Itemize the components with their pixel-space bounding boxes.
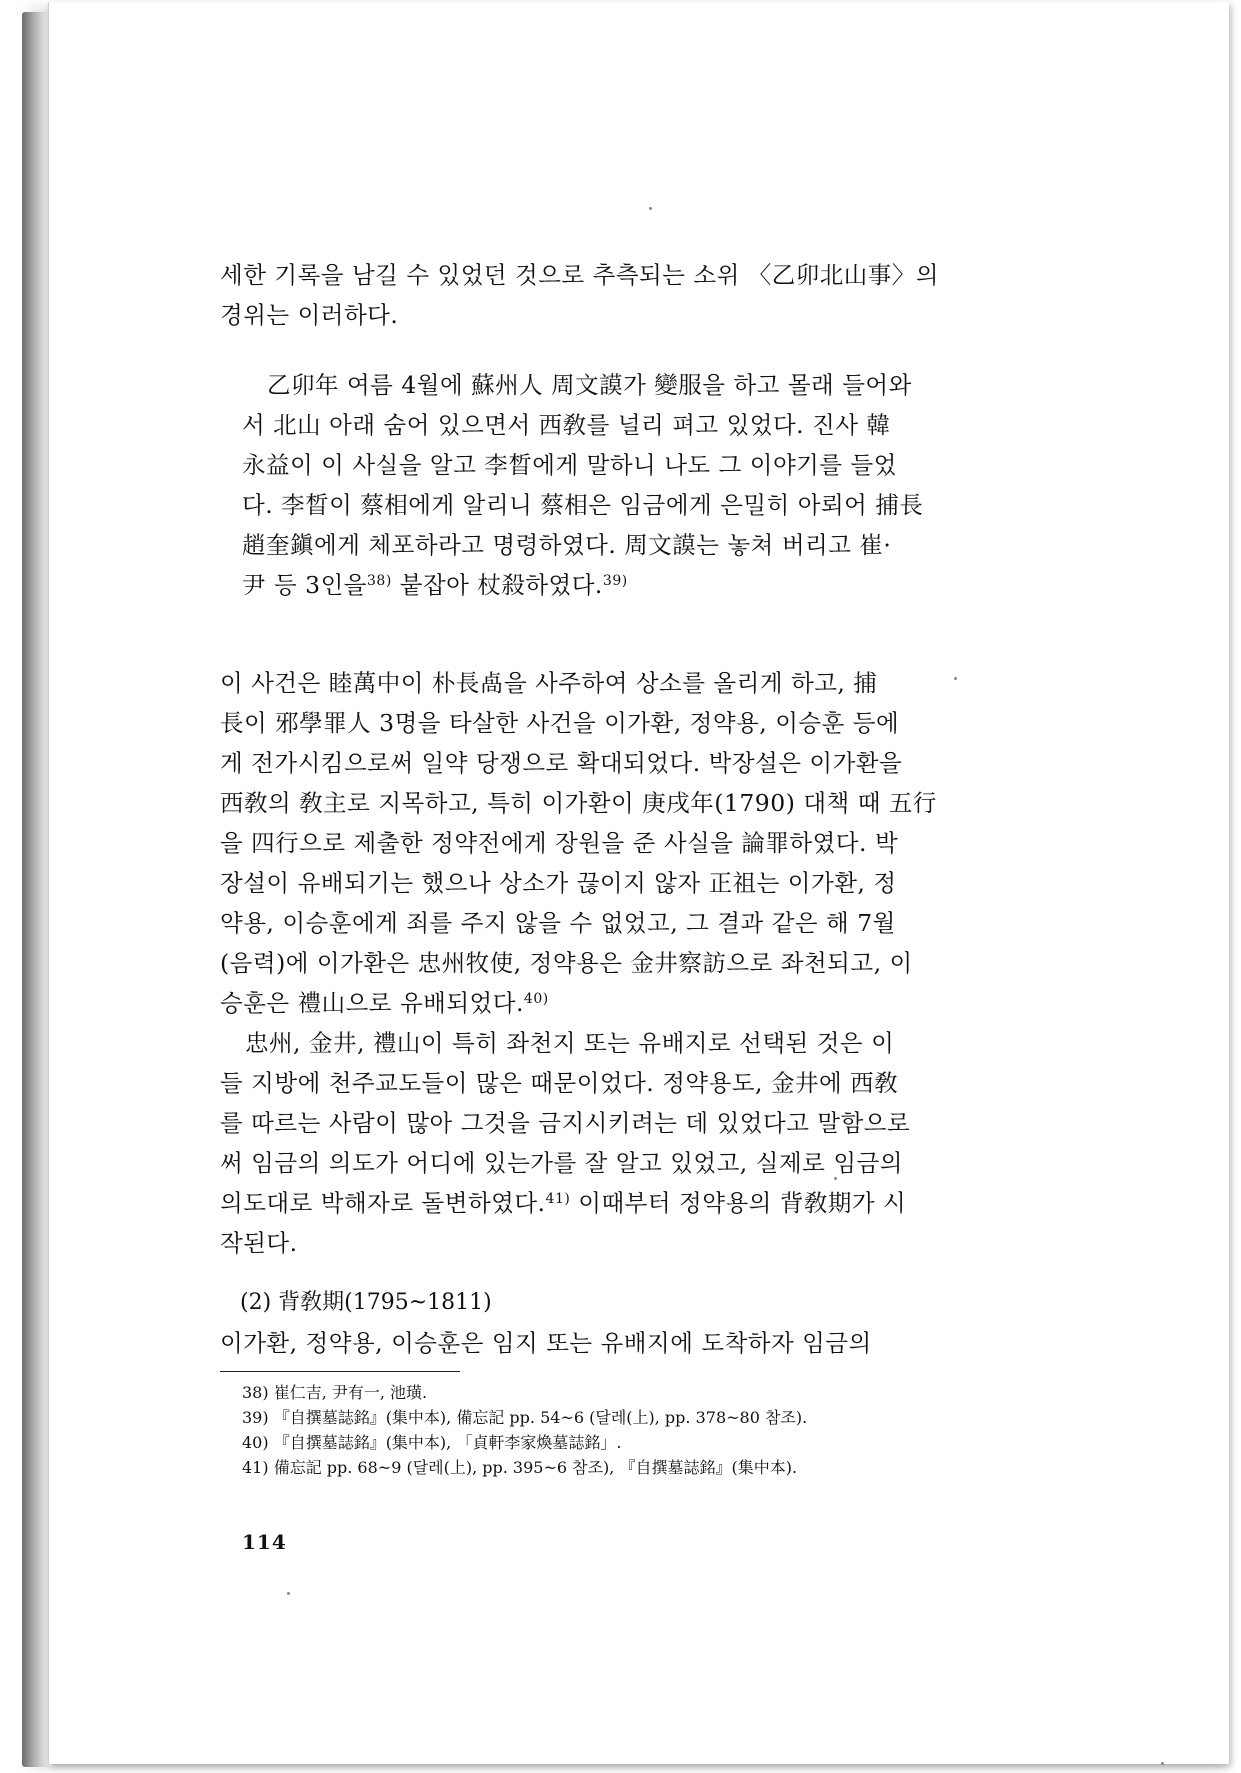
- quote-line: 趙奎鎭에게 체포하라고 명령하였다. 周文謨는 놓쳐 버리고 崔·: [242, 531, 892, 559]
- footnote-ref-40: 40): [523, 991, 549, 1007]
- text-line: 써 임금의 의도가 어디에 있는가를 잘 알고 있었고, 실제로 임금의: [220, 1149, 903, 1177]
- text-line: 경위는 이러하다.: [220, 301, 399, 329]
- footnote-40: 40) 『自撰墓誌銘』(集中本), 「貞軒李家煥墓誌銘」.: [242, 1433, 622, 1452]
- footnote-divider: [220, 1371, 460, 1372]
- footnote-ref-41: 41): [545, 1191, 571, 1207]
- text-line: 忠州, 金井, 禮山이 특히 좌천지 또는 유배지로 선택된 것은 이: [245, 1029, 895, 1057]
- text-line: 西敎의 敎主로 지목하고, 특히 이가환이 庚戌年(1790) 대책 때 五行: [220, 789, 937, 817]
- text-line: 를 따르는 사람이 많아 그것을 금지시키려는 데 있었다고 말함으로: [220, 1109, 911, 1137]
- block-quote: [220, 365, 1076, 605]
- text-run: 의도대로 박해자로 돌변하였다.: [220, 1189, 546, 1217]
- print-speck: [287, 1592, 290, 1595]
- page-number: 114: [242, 1530, 287, 1554]
- text-line: 장설이 유배되기는 했으나 상소가 끊이지 않자 正祖는 이가환, 정: [220, 869, 897, 897]
- footnote-38: 38) 崔仁吉, 尹有一, 池璜.: [242, 1383, 428, 1402]
- text-line: [220, 1183, 1076, 1223]
- footnote-ref-38: 38): [367, 573, 392, 589]
- text-line: 이 사건은 睦萬中이 朴長卨을 사주하여 상소를 올리게 하고, 捕: [220, 669, 878, 697]
- text-line: [220, 983, 1076, 1023]
- text-run: 이때부터 정약용의 背敎期가 시: [570, 1189, 907, 1217]
- section-first-line: [220, 1323, 1076, 1363]
- text-line: 長이 邪學罪人 3명을 타살한 사건을 이가환, 정약용, 이승훈 등에: [220, 709, 900, 737]
- paragraph-2: [220, 663, 1076, 1023]
- footnote-41: 41) 備忘記 pp. 68~9 (달레(上), pp. 395~6 참조), 『自撰墓誌銘』(集中本).: [242, 1458, 798, 1477]
- text-line: 들 지방에 천주교도들이 많은 때문이었다. 정약용도, 金井에 西敎: [220, 1069, 899, 1097]
- footnote-ref-39: 39): [602, 573, 628, 589]
- page-body: [220, 255, 1076, 1480]
- text-line: 을 四行으로 제출한 정약전에게 장원을 준 사실을 論罪하였다. 박: [220, 829, 899, 857]
- text-line: 이가환, 정약용, 이승훈은 임지 또는 유배지에 도착하자 임금의: [220, 1329, 872, 1357]
- footnotes: [220, 1380, 1076, 1480]
- text-line: 작된다.: [220, 1229, 298, 1257]
- quote-line: 永益이 이 사실을 알고 李晳에게 말하니 나도 그 이야기를 들었: [242, 451, 897, 479]
- quote-line: 서 北山 아래 숨어 있으면서 西敎를 널리 펴고 있었다. 진사 韓: [242, 411, 891, 439]
- quote-line: 다. 李晳이 蔡相에게 알리니 蔡相은 임금에게 은밀히 아뢰어 捕長: [242, 491, 924, 519]
- text-line: (음력)에 이가환은 忠州牧使, 정약용은 金井察訪으로 좌천되고, 이: [220, 949, 913, 977]
- footnote-39: 39) 『自撰墓誌銘』(集中本), 備忘記 pp. 54~6 (달레(上), pp. 378~80 참조).: [242, 1408, 808, 1427]
- text-line: 세한 기록을 남길 수 있었던 것으로 추측되는 소위 〈乙卯北山事〉의: [220, 261, 939, 289]
- quote-text: 붙잡아 杖殺하였다.: [391, 571, 603, 599]
- quote-line: [242, 565, 1076, 605]
- quote-line: 乙卯年 여름 4월에 蘇州人 周文謨가 變服을 하고 몰래 들어와: [267, 371, 912, 399]
- quote-text: 尹 등 3인을: [242, 571, 367, 599]
- print-speck: [649, 207, 652, 210]
- text-line: 게 전가시킴으로써 일약 당쟁으로 확대되었다. 박장설은 이가환을: [220, 749, 903, 777]
- paragraph-3: [220, 1023, 1076, 1263]
- print-speck: [1161, 1762, 1164, 1765]
- text-run: 승훈은 禮山으로 유배되었다.: [220, 989, 524, 1017]
- section-heading: (2) 背敎期(1795~1811): [240, 1290, 492, 1315]
- text-line: 약용, 이승훈에게 죄를 주지 않을 수 없었고, 그 결과 같은 해 7월: [220, 909, 896, 937]
- opening-paragraph: [220, 255, 1076, 335]
